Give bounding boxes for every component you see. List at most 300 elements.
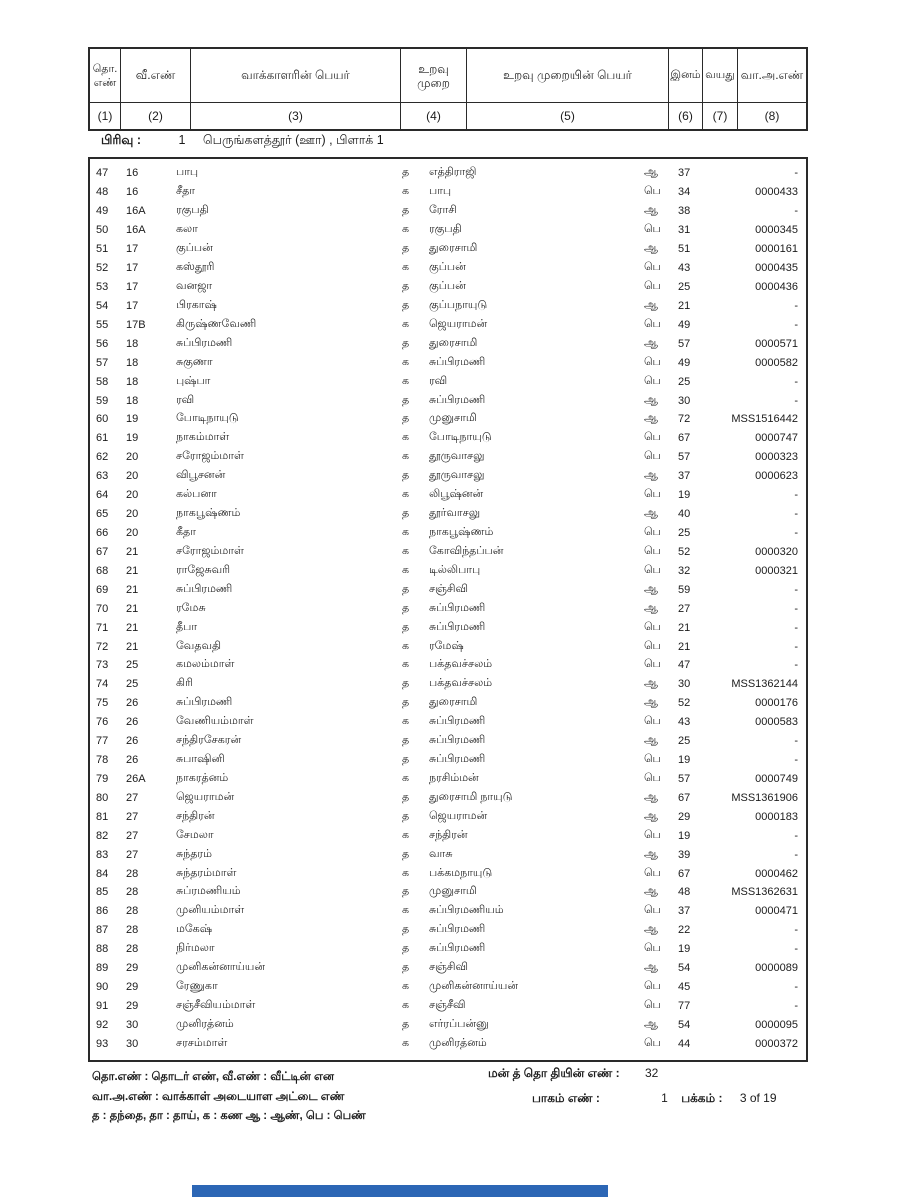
table-row — [90, 807, 806, 826]
cell-age: 37 — [678, 167, 691, 180]
cell-house-no: 28 — [126, 867, 139, 880]
cell-gender: பெ — [644, 715, 661, 728]
cell-age: 67 — [678, 432, 691, 445]
cell-house-no: 20 — [126, 526, 139, 539]
table-row — [90, 278, 806, 297]
cell-serial: 60 — [96, 413, 109, 426]
cell-epic-no: MSS1362631 — [731, 886, 798, 899]
cell-gender: ஆ — [644, 469, 658, 482]
cell-epic-no: MSS1361906 — [731, 791, 798, 804]
header-epic-no: வா.அ.எண் — [737, 49, 806, 103]
cell-serial: 47 — [96, 167, 109, 180]
cell-epic-no: 0000582 — [755, 356, 798, 369]
cell-relative-name: டில்லிபாபு — [429, 563, 481, 576]
cell-relative-name: வாசு — [429, 847, 453, 860]
cell-serial: 48 — [96, 186, 109, 199]
cell-house-no: 20 — [126, 470, 139, 483]
cell-relative-name: பக்தவச்சலம் — [429, 658, 493, 671]
cell-relation-type: த — [402, 696, 410, 709]
cell-gender: பெ — [644, 261, 661, 274]
cell-epic-no: 0000435 — [755, 262, 798, 275]
cell-serial: 57 — [96, 356, 109, 369]
table-row — [90, 883, 806, 902]
cell-relation-type: க — [402, 317, 410, 330]
cell-epic-no: - — [794, 318, 798, 331]
cell-epic-no: 0000623 — [755, 470, 798, 483]
cell-relation-type: க — [402, 525, 410, 538]
cell-serial: 83 — [96, 848, 109, 861]
header-num-5: (5) — [466, 103, 668, 129]
table-row — [90, 429, 806, 448]
cell-epic-no: - — [794, 394, 798, 407]
cell-gender: பெ — [644, 450, 661, 463]
header-voter-name: வாக்காளரின் பெயர் — [190, 49, 400, 103]
cell-epic-no: 0000471 — [755, 905, 798, 918]
cell-epic-no: - — [794, 735, 798, 748]
cell-relation-type: த — [402, 469, 410, 482]
cell-relative-name: துரைசாமி — [429, 242, 478, 255]
cell-gender: பெ — [644, 431, 661, 444]
cell-relation-type: க — [402, 488, 410, 501]
header-num-1: (1) — [97, 109, 113, 123]
cell-voter-name: சஞ்சீவியம்மாள் — [176, 999, 256, 1012]
cell-epic-no: 0000321 — [755, 564, 798, 577]
cell-relation-type: த — [402, 790, 410, 803]
cell-serial: 65 — [96, 508, 109, 521]
table-row — [90, 410, 806, 429]
cell-house-no: 19 — [126, 413, 139, 426]
header-age: வயது — [702, 49, 737, 103]
cell-age: 31 — [678, 224, 691, 237]
cell-age: 49 — [678, 318, 691, 331]
cell-age: 37 — [678, 470, 691, 483]
cell-voter-name: சுந்தரம்மாள் — [176, 866, 237, 879]
table-header — [88, 47, 808, 131]
section-label: பிரிவு : — [101, 133, 141, 147]
cell-epic-no: 0000183 — [755, 810, 798, 823]
table-row — [90, 732, 806, 751]
cell-relation-type: த — [402, 847, 410, 860]
cell-relation-type: க — [402, 980, 410, 993]
cell-age: 52 — [678, 545, 691, 558]
cell-serial: 51 — [96, 243, 109, 256]
cell-voter-name: நாகரத்னம் — [176, 771, 229, 784]
table-row — [90, 618, 806, 637]
cell-relative-name: நாகபூஷ்ணம் — [429, 525, 494, 538]
cell-gender: பெ — [644, 828, 661, 841]
cell-relation-type: க — [402, 658, 410, 671]
cell-voter-name: குப்பன் — [176, 242, 213, 255]
cell-gender: ஆ — [644, 412, 658, 425]
cell-serial: 62 — [96, 451, 109, 464]
header-relation-line1: உறவு — [418, 61, 449, 76]
cell-voter-name: சுந்தரம் — [176, 847, 212, 860]
cell-gender: பெ — [644, 279, 661, 292]
cell-epic-no: 0000571 — [755, 337, 798, 350]
cell-house-no: 16A — [126, 224, 146, 237]
cell-gender: பெ — [644, 374, 661, 387]
cell-voter-name: முனியம்மாள் — [176, 904, 245, 917]
cell-relative-name: எர்ரப்பன்னு — [429, 1017, 489, 1030]
cell-gender: ஆ — [644, 885, 658, 898]
cell-relative-name: தூர்வாசலு — [429, 507, 481, 520]
cell-serial: 88 — [96, 943, 109, 956]
cell-relative-name: சஞ்சிவி — [429, 961, 469, 974]
cell-gender: ஆ — [644, 696, 658, 709]
cell-house-no: 18 — [126, 356, 139, 369]
header-num-6: (6) — [668, 103, 702, 129]
table-row — [90, 221, 806, 240]
cell-voter-name: சுகுணா — [176, 355, 213, 368]
cell-relation-type: த — [402, 601, 410, 614]
cell-gender: பெ — [644, 544, 661, 557]
cell-relative-name: முனிரத்னம் — [429, 1036, 487, 1049]
cell-house-no: 21 — [126, 640, 139, 653]
cell-relative-name: துரைசாமி நாயுடு — [429, 790, 513, 803]
cell-serial: 50 — [96, 224, 109, 237]
cell-voter-name: கமலம்மாள் — [176, 658, 235, 671]
cell-voter-name: நாகம்மாள் — [176, 431, 230, 444]
cell-relation-type: க — [402, 185, 410, 198]
cell-epic-no: 0000345 — [755, 224, 798, 237]
table-row — [90, 997, 806, 1016]
cell-age: 25 — [678, 526, 691, 539]
cell-house-no: 26 — [126, 735, 139, 748]
cell-age: 25 — [678, 280, 691, 293]
cell-relative-name: நரசிம்மன் — [429, 771, 479, 784]
ward-number-label: மன் த் தொ தியின் எண் : — [488, 1066, 620, 1080]
cell-epic-no: 0000747 — [755, 432, 798, 445]
cell-relation-type: க — [402, 261, 410, 274]
table-row — [90, 770, 806, 789]
cell-relation-type: த — [402, 242, 410, 255]
cell-voter-name: ஜெயராமன் — [176, 790, 235, 803]
cell-age: 45 — [678, 981, 691, 994]
header-num-2: (2) — [120, 103, 190, 129]
cell-age: 57 — [678, 451, 691, 464]
cell-house-no: 28 — [126, 905, 139, 918]
table-row — [90, 826, 806, 845]
table-row — [90, 921, 806, 940]
cell-relative-name: கோவிந்தப்பன் — [429, 544, 504, 557]
cell-epic-no: - — [794, 508, 798, 521]
cell-serial: 69 — [96, 583, 109, 596]
cell-gender: பெ — [644, 942, 661, 955]
cell-house-no: 21 — [126, 583, 139, 596]
cell-age: 27 — [678, 602, 691, 615]
cell-relation-type: க — [402, 715, 410, 728]
header-num-4: (4) — [400, 103, 466, 129]
cell-relative-name: தூருவாசலு — [429, 450, 485, 463]
cell-age: 25 — [678, 735, 691, 748]
cell-house-no: 29 — [126, 1000, 139, 1013]
table-row — [90, 864, 806, 883]
cell-gender: ஆ — [644, 677, 658, 690]
part-number-label: பாகம் எண் : — [532, 1091, 600, 1105]
cell-serial: 87 — [96, 924, 109, 937]
table-row — [90, 694, 806, 713]
cell-house-no: 21 — [126, 602, 139, 615]
part-number-value: 1 — [661, 1091, 668, 1105]
cell-gender: பெ — [644, 658, 661, 671]
header-num-8: (8) — [737, 103, 806, 129]
table-row — [90, 334, 806, 353]
cell-voter-name: கல்பனா — [176, 488, 217, 501]
cell-relative-name: ரவி — [429, 374, 448, 387]
cell-serial: 90 — [96, 981, 109, 994]
cell-house-no: 29 — [126, 981, 139, 994]
cell-voter-name: விபூசனன் — [176, 469, 226, 482]
cell-age: 38 — [678, 205, 691, 218]
cell-age: 34 — [678, 186, 691, 199]
cell-age: 43 — [678, 262, 691, 275]
cell-house-no: 17 — [126, 299, 139, 312]
header-serial-line1: தொ. — [92, 62, 118, 75]
cell-serial: 78 — [96, 754, 109, 767]
cell-epic-no: 0000089 — [755, 962, 798, 975]
cell-relative-name: ஜெயராமன் — [429, 809, 488, 822]
cell-relative-name: குப்பன் — [429, 261, 466, 274]
table-row — [90, 561, 806, 580]
cell-gender: ஆ — [644, 204, 658, 217]
cell-house-no: 17 — [126, 243, 139, 256]
cell-relative-name: குப்பன் — [429, 279, 466, 292]
cell-epic-no: - — [794, 981, 798, 994]
cell-voter-name: போடிநாயுடு — [176, 412, 239, 425]
header-house-no: வீ.எண் — [120, 49, 190, 103]
cell-voter-name: மகேஷ் — [176, 923, 213, 936]
cell-serial: 55 — [96, 318, 109, 331]
table-row — [90, 542, 806, 561]
cell-gender: ஆ — [644, 242, 658, 255]
cell-gender: பெ — [644, 185, 661, 198]
cell-voter-name: சுப்ரமணியம் — [176, 885, 241, 898]
cell-voter-name: கிரி — [176, 677, 193, 690]
table-row — [90, 637, 806, 656]
cell-relation-type: த — [402, 1017, 410, 1030]
cell-relation-type: த — [402, 923, 410, 936]
cell-relation-type: த — [402, 507, 410, 520]
cell-house-no: 21 — [126, 621, 139, 634]
table-row — [90, 240, 806, 259]
cell-epic-no: - — [794, 375, 798, 388]
cell-age: 25 — [678, 375, 691, 388]
cell-relation-type: த — [402, 809, 410, 822]
cell-gender: பெ — [644, 866, 661, 879]
cell-relative-name: சுப்பிரமணி — [429, 355, 486, 368]
cell-gender: பெ — [644, 753, 661, 766]
cell-serial: 92 — [96, 1018, 109, 1031]
cell-voter-name: சந்திரசேகரன் — [176, 734, 242, 747]
legend-line-3: த : தந்தை, தா : தாய், க : கண ஆ : ஆண், பெ : பெண் — [92, 1110, 366, 1122]
cell-epic-no: - — [794, 621, 798, 634]
cell-serial: 93 — [96, 1037, 109, 1050]
cell-relation-type: க — [402, 999, 410, 1012]
cell-house-no: 18 — [126, 337, 139, 350]
table-row — [90, 656, 806, 675]
cell-relation-type: க — [402, 450, 410, 463]
cell-relative-name: சந்திரன் — [429, 828, 468, 841]
cell-relation-type: த — [402, 582, 410, 595]
cell-age: 52 — [678, 697, 691, 710]
cell-gender: பெ — [644, 223, 661, 236]
cell-relation-type: க — [402, 866, 410, 879]
cell-house-no: 17 — [126, 280, 139, 293]
cell-gender: ஆ — [644, 166, 658, 179]
cell-relation-type: க — [402, 771, 410, 784]
cell-age: 44 — [678, 1037, 691, 1050]
cell-house-no: 16 — [126, 167, 139, 180]
cell-house-no: 19 — [126, 432, 139, 445]
cell-gender: பெ — [644, 317, 661, 330]
cell-house-no: 26 — [126, 754, 139, 767]
cell-epic-no: - — [794, 754, 798, 767]
cell-age: 21 — [678, 299, 691, 312]
cell-house-no: 17B — [126, 318, 146, 331]
cell-house-no: 30 — [126, 1018, 139, 1031]
cell-relative-name: சுப்பிரமணி — [429, 715, 486, 728]
table-row — [90, 505, 806, 524]
cell-relative-name: ரமேஷ் — [429, 639, 464, 652]
cell-serial: 72 — [96, 640, 109, 653]
table-row — [90, 940, 806, 959]
cell-gender: பெ — [644, 980, 661, 993]
cell-epic-no: - — [794, 205, 798, 218]
cell-serial: 73 — [96, 659, 109, 672]
cell-relative-name: முனிகன்னாய்யன் — [429, 980, 519, 993]
cell-voter-name: சரசம்மாள் — [176, 1036, 228, 1049]
cell-house-no: 27 — [126, 791, 139, 804]
cell-voter-name: கலா — [176, 223, 198, 236]
cell-age: 57 — [678, 337, 691, 350]
cell-voter-name: புஷ்பா — [176, 374, 211, 387]
table-row — [90, 902, 806, 921]
table-row — [90, 675, 806, 694]
cell-voter-name: ரவி — [176, 393, 195, 406]
cell-house-no: 26 — [126, 716, 139, 729]
cell-gender: பெ — [644, 563, 661, 576]
cell-relation-type: த — [402, 298, 410, 311]
table-row — [90, 164, 806, 183]
table-row — [90, 751, 806, 770]
cell-epic-no: - — [794, 583, 798, 596]
cell-serial: 76 — [96, 716, 109, 729]
table-row — [90, 353, 806, 372]
cell-relation-type: த — [402, 204, 410, 217]
cell-voter-name: சந்திரன் — [176, 809, 215, 822]
cell-epic-no: 0000095 — [755, 1018, 798, 1031]
cell-gender: பெ — [644, 771, 661, 784]
cell-serial: 80 — [96, 791, 109, 804]
cell-relative-name: ரகுபதி — [429, 223, 462, 236]
cell-house-no: 29 — [126, 962, 139, 975]
table-row — [90, 296, 806, 315]
part-page-line — [532, 1091, 777, 1107]
header-serial-no — [90, 49, 120, 103]
cell-voter-name: கீதா — [176, 525, 196, 538]
cell-gender: ஆ — [644, 507, 658, 520]
table-row — [90, 448, 806, 467]
cell-house-no: 17 — [126, 262, 139, 275]
cell-relation-type: க — [402, 639, 410, 652]
cell-voter-name: சுப்பிரமணி — [176, 582, 233, 595]
cell-gender: ஆ — [644, 336, 658, 349]
table-row — [90, 1015, 806, 1034]
cell-voter-name: சேமலா — [176, 828, 214, 841]
cell-relation-type: த — [402, 336, 410, 349]
cell-age: 59 — [678, 583, 691, 596]
cell-relation-type: த — [402, 961, 410, 974]
section-value: பெருங்களத்தூர் (ஊா) , பிளாக் 1 — [202, 133, 384, 147]
cell-relation-type: க — [402, 544, 410, 557]
cell-serial: 52 — [96, 262, 109, 275]
cell-gender: பெ — [644, 639, 661, 652]
cell-voter-name: சரோஜம்மாள் — [176, 544, 244, 557]
header-relation-line2: முறை — [417, 75, 450, 90]
cell-age: 19 — [678, 489, 691, 502]
table-row — [90, 978, 806, 997]
cell-relation-type: க — [402, 904, 410, 917]
cell-relation-type: க — [402, 1036, 410, 1049]
cell-relative-name: சுப்பிரமணி — [429, 734, 486, 747]
cell-relative-name: தூருவாசலு — [429, 469, 485, 482]
cell-relative-name: போடிநாயுடு — [429, 431, 492, 444]
cell-relation-type: த — [402, 412, 410, 425]
cell-gender: ஆ — [644, 923, 658, 936]
cell-serial: 49 — [96, 205, 109, 218]
cell-age: 37 — [678, 905, 691, 918]
cell-relation-type: க — [402, 563, 410, 576]
cell-relation-type: த — [402, 734, 410, 747]
cell-relative-name: பாபு — [429, 185, 452, 198]
cell-voter-name: சரோஜம்மாள் — [176, 450, 244, 463]
cell-voter-name: தீபா — [176, 620, 198, 633]
table-row — [90, 599, 806, 618]
cell-relative-name: சஞ்சீவி — [429, 999, 466, 1012]
cell-serial: 66 — [96, 526, 109, 539]
cell-age: 39 — [678, 848, 691, 861]
cell-voter-name: சுபாஷினி — [176, 753, 225, 766]
cell-age: 19 — [678, 829, 691, 842]
cell-relative-name: சுப்பிரமணியம் — [429, 904, 504, 917]
cell-relation-type: த — [402, 620, 410, 633]
table-row — [90, 391, 806, 410]
cell-epic-no: MSS1362144 — [731, 678, 798, 691]
cell-house-no: 20 — [126, 489, 139, 502]
cell-gender: பெ — [644, 488, 661, 501]
header-gender: இனம் — [668, 49, 702, 103]
cell-relative-name: பக்தவச்சலம் — [429, 677, 493, 690]
cell-house-no: 26 — [126, 697, 139, 710]
table-row — [90, 788, 806, 807]
cell-age: 54 — [678, 962, 691, 975]
table-row — [90, 202, 806, 221]
cell-serial: 75 — [96, 697, 109, 710]
cell-gender: ஆ — [644, 393, 658, 406]
cell-relative-name: லிபூஷ்னன் — [429, 488, 484, 501]
cell-epic-no: - — [794, 299, 798, 312]
cell-gender: பெ — [644, 904, 661, 917]
cell-house-no: 21 — [126, 564, 139, 577]
cell-voter-name: சீதா — [176, 185, 196, 198]
cell-age: 30 — [678, 394, 691, 407]
cell-age: 19 — [678, 943, 691, 956]
cell-epic-no: MSS1516442 — [731, 413, 798, 426]
cell-epic-no: - — [794, 829, 798, 842]
cell-relative-name: துரைசாமி — [429, 696, 478, 709]
cell-epic-no: 0000583 — [755, 716, 798, 729]
cell-age: 40 — [678, 508, 691, 521]
